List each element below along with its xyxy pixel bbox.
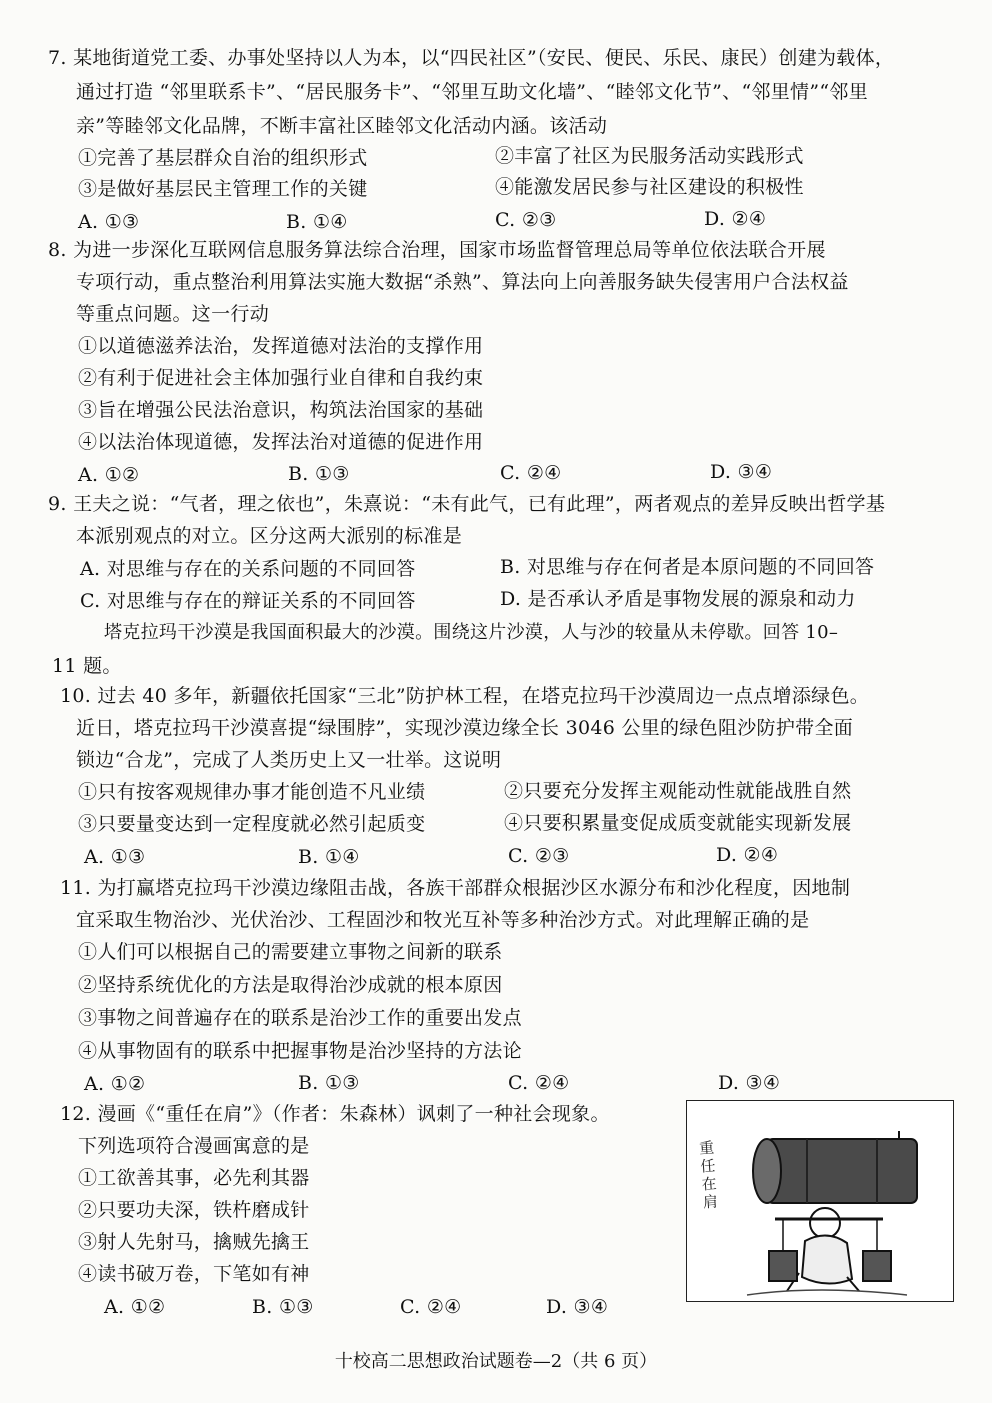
q8-statement-4: ④以法治体现道德，发挥法治对道德的促进作用 [78, 431, 484, 453]
q8-statement-3: ③旨在增强公民法治意识，构筑法治国家的基础 [78, 399, 484, 421]
q9-option-c: C. 对思维与存在的辩证关系的不同回答 [80, 590, 416, 612]
q10-option-d: D. ②④ [716, 844, 779, 866]
q7-statement-3: ③是做好基层民主管理工作的关键 [78, 178, 368, 200]
q8-statement-1: ①以道德滋养法治，发挥道德对法治的支撑作用 [78, 335, 484, 357]
q10-statement-2: ②只要充分发挥主观能动性就能战胜自然 [504, 780, 852, 802]
cartoon-caption: 重任在肩 [698, 1138, 719, 1212]
q11-stem-line-2: 宜采取生物治沙、光伏治沙、工程固沙和牧光互补等多种治沙方式。对此理解正确的是 [76, 909, 810, 931]
q7-stem-line-3: 亲”等睦邻文化品牌，不断丰富社区睦邻文化活动内涵。该活动 [76, 115, 608, 137]
q12-statement-3: ③射人先射马，擒贼先擒王 [78, 1231, 310, 1253]
q11-option-c: C. ②④ [508, 1072, 570, 1094]
cartoon-image [686, 1100, 954, 1302]
q12-option-d: D. ③④ [546, 1296, 609, 1318]
q9-option-a: A. 对思维与存在的关系问题的不同回答 [80, 558, 416, 580]
q7-option-a: A. ①③ [78, 211, 140, 233]
q7-statement-1: ①完善了基层群众自治的组织形式 [78, 147, 368, 169]
q11-statement-2: ②坚持系统优化的方法是取得治沙成就的根本原因 [78, 974, 503, 996]
q7-stem-line-2: 通过打造 “邻里联系卡”、“居民服务卡”、“邻里互助文化墙”、“睦邻文化节”、“邻里情”“邻里 [76, 81, 868, 103]
q10-statement-3: ③只要量变达到一定程度就必然引起质变 [78, 813, 426, 835]
q7-stem-line-1: 7. 某地街道党工委、办事处坚持以人为本，以“四民社区”（安民、便民、乐民、康民）创建为载体， [48, 47, 895, 69]
page-footer: 十校高二思想政治试题卷—2（共 6 页） [334, 1351, 658, 1372]
q10-statement-4: ④只要积累量变促成质变就能实现新发展 [504, 812, 852, 834]
q9-option-b: B. 对思维与存在何者是本原问题的不同回答 [500, 556, 875, 578]
q12-option-b: B. ①③ [252, 1296, 314, 1318]
q12-statement-4: ④读书破万卷，下笔如有神 [78, 1263, 310, 1285]
q8-option-a: A. ①② [78, 464, 140, 486]
q11-option-a: A. ①② [84, 1073, 146, 1095]
cartoon-drawing [687, 1101, 952, 1300]
q7-statement-2: ②丰富了社区为民服务活动实践形式 [495, 145, 804, 167]
q12-option-a: A. ①② [104, 1296, 166, 1318]
q11-statement-3: ③事物之间普遍存在的联系是治沙工作的重要出发点 [78, 1007, 522, 1029]
q9-stem-line-1: 9. 王夫之说：“气者，理之依也”，朱熹说：“未有此气，已有此理”，两者观点的差异反映出哲学基 [48, 493, 886, 515]
q8-option-c: C. ②④ [500, 462, 562, 484]
q10-option-c: C. ②③ [508, 845, 570, 867]
q7-option-c: C. ②③ [495, 209, 557, 231]
q8-statement-2: ②有利于促进社会主体加强行业自律和自我约束 [78, 367, 484, 389]
passage-intro-line-2: 11 题。 [52, 655, 122, 677]
q7-statement-4: ④能激发居民参与社区建设的积极性 [495, 176, 804, 198]
q11-option-b: B. ①③ [298, 1072, 360, 1094]
q12-statement-2: ②只要功夫深，铁杵磨成针 [78, 1199, 310, 1221]
q12-statement-1: ①工欲善其事，必先利其器 [78, 1167, 310, 1189]
q10-stem-line-2: 近日，塔克拉玛干沙漠喜提“绿围脖”，实现沙漠边缘全长 3046 公里的绿色阻沙防护带全面 [76, 717, 854, 739]
q10-stem-line-3: 锁边“合龙”，完成了人类历史上又一壮举。这说明 [76, 749, 502, 771]
q8-stem-line-2: 专项行动，重点整治利用算法实施大数据“杀熟”、算法向上向善服务缺失侵害用户合法权益 [76, 271, 849, 293]
q11-option-d: D. ③④ [718, 1072, 781, 1094]
q7-option-b: B. ①④ [286, 211, 348, 233]
q10-option-b: B. ①④ [298, 846, 360, 868]
q11-statement-1: ①人们可以根据自己的需要建立事物之间新的联系 [78, 941, 503, 963]
q11-statement-4: ④从事物固有的联系中把握事物是治沙坚持的方法论 [78, 1040, 522, 1062]
q8-stem-line-3: 等重点问题。这一行动 [76, 303, 270, 325]
q12-stem-line-1: 12. 漫画《“重任在肩”》（作者：朱森林）讽刺了一种社会现象。 [60, 1103, 610, 1125]
q9-option-d: D. 是否承认矛盾是事物发展的源泉和动力 [500, 588, 856, 610]
q8-option-b: B. ①③ [288, 463, 350, 485]
q10-stem-line-1: 10. 过去 40 多年，新疆依托国家“三北”防护林工程，在塔克拉玛干沙漠周边一点点增添绿色。 [60, 685, 870, 707]
q10-option-a: A. ①③ [84, 846, 146, 868]
q7-option-d: D. ②④ [704, 208, 767, 230]
passage-intro-line-1: 塔克拉玛干沙漠是我国面积最大的沙漠。围绕这片沙漠，人与沙的较量从未停歇。回答 10– [104, 622, 839, 643]
q8-option-d: D. ③④ [710, 461, 773, 483]
q8-stem-line-1: 8. 为进一步深化互联网信息服务算法综合治理，国家市场监督管理总局等单位依法联合开展 [48, 239, 826, 261]
q11-stem-line-1: 11. 为打赢塔克拉玛干沙漠边缘阻击战，各族干部群众根据沙区水源分布和沙化程度，因地制 [60, 877, 851, 899]
q10-statement-1: ①只有按客观规律办事才能创造不凡业绩 [78, 781, 426, 803]
q12-stem-line-2: 下列选项符合漫画寓意的是 [78, 1135, 310, 1157]
q9-stem-line-2: 本派别观点的对立。区分这两大派别的标准是 [76, 525, 463, 547]
q12-option-c: C. ②④ [400, 1296, 462, 1318]
